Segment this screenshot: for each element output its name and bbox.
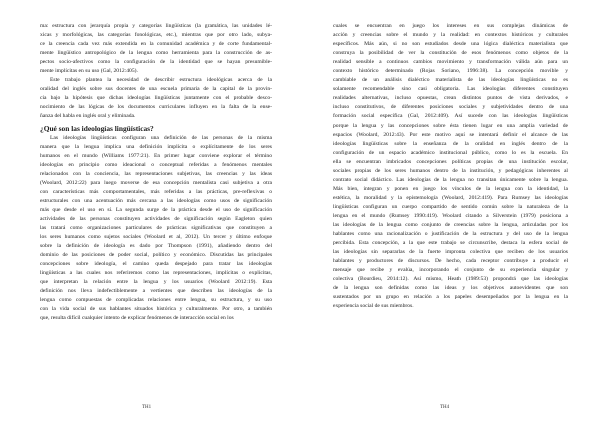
- text-line: sustentados por un grupo en relación a los papeles desempeñados por la lengua en la: [333, 294, 568, 301]
- text-line: lengua en el mundo (Rumsey 1990:419). Woolard citando a Silverstein (1979) posiciona a: [333, 212, 568, 219]
- text-line: las ideologías de la lengua como conjunto de creencias sobre la lengua, articuladas por los: [333, 222, 568, 229]
- text-line: manera que la lengua implica una definición implícita o explícitamente de los seres: [40, 143, 272, 150]
- text-line: (Woolard, 2012:22) para luego moverse de esa concepción mentalista casi subjetiva a otra: [40, 179, 272, 186]
- text-line: ma: estructura con jerarquía propia y categorías lingüísticas (la gramática, las unidades lé-: [40, 23, 272, 29]
- text-line: las ideologías sin separarlas de la fuerte impronta colectiva que reciben de los usuarios: [333, 249, 568, 256]
- text-line: experiencia social de sus miembros.: [333, 303, 414, 310]
- text-line: incluso constitutivos, de diferentes posiciones sociales y subjetividades dentro de una: [333, 104, 568, 111]
- text-line: espacios (Woolard, 2012:43). Por este motivo aquí se intentará definir el alcance de las: [333, 131, 568, 138]
- text-line: oralidad del inglés sobre sus docentes de una escuela primaria de la capital de la provin-: [40, 86, 272, 93]
- text-line: lingüísticas configuran un cuerpo compartido de sentido común sobre la naturaleza de la: [333, 203, 568, 210]
- text-line: mente implícitas en su uso (Gal, 2012:405).: [40, 68, 138, 75]
- text-line: que interpretan la relación entre la lengua y los usuarios (Woolard 2012:19). Esta: [40, 279, 272, 286]
- text-line: contrato social didáctico. Las ideologías de la lengua no transitan únicamente sobre la lengua.: [333, 176, 568, 183]
- text-line: relacionados con la conciencia, las representaciones subjetivas, las creencias y las ideas: [40, 170, 272, 177]
- text-line: sociales propias de los seres humanos dentro de la institución, y pedagógicas inherentes al: [333, 167, 568, 174]
- text-line: cambiable de un análisis dialéctico materialista de las ideologías lingüísticas no es: [333, 77, 568, 84]
- text-line: hablantes y productores de discursos. De hecho, cada receptor contribuye a producir el: [333, 258, 568, 265]
- text-line: los seres humanos como sujetos sociales (Woolard et al, 2012). Un tercer y último enfoque: [40, 234, 272, 241]
- text-line: construya la posibilidad de ver la constitución de esos fenómenos como objetos de la: [333, 50, 568, 57]
- text-line: mensaje que recibe y evalúa, incorporando el conjunto de su experiencia singular y: [333, 267, 568, 274]
- text-line: lengua como compuestas de complicadas relaciones entre lengua, su estructura, y su uso: [40, 297, 272, 304]
- text-line: sobre la definición de ideología es dado por Thompson (1991), añadiendo dentro del: [40, 243, 272, 250]
- text-line: humanos en el mundo (Williams 1977:21). En primer lugar conviene explorar el término: [40, 152, 272, 159]
- text-line: lingüísticas a las cuales nos referiremos como las representaciones, implícitas o explícitas,: [40, 270, 272, 277]
- text-line: contexto histórico determinado (Rojas Soriano, 1996:38). La concepción movible y: [333, 68, 568, 75]
- text-line: realidad sensible a continuos cambios movimiento y transformación válida aún para un: [333, 59, 568, 66]
- text-line: porque la lengua y las concepciones sobre ésta tienen lugar en una amplia variedad de: [333, 122, 568, 129]
- paragraph-dialectic-analysis: [333, 22, 568, 312]
- text-line: estética, la moralidad y la epistemología (Woolard, 2012:419). Para Rumsey las ideologías: [333, 194, 568, 201]
- text-line: cuales se encuentran en juego los intereses en sus complejas dinámicas de: [333, 23, 568, 29]
- text-line: Más bien, integran y ponen en juego los vínculos de la lengua con la identidad, la: [333, 185, 568, 192]
- text-line: Este trabajo plantea la necesidad de describir estructura ideológicas acerca de la: [50, 77, 272, 84]
- text-line: configuración de un espacio académico institucional público, como lo es la escuela. En: [333, 149, 568, 156]
- text-line: xicas y morfológicas, las categorías fonológicas, etc.), mientras que por otro lado, subya-: [40, 32, 272, 39]
- text-line: ce la creencia cada vez más extendida en la comunidad académica y de corte fundamental-: [40, 41, 272, 48]
- text-line: cia bajo la hipótesis que dichas ideologías lingüísticas juntamente con el probable desco-: [40, 95, 272, 102]
- text-line: solamente recomendable sino casi obligatoria. Las ideologías diferentes constituyen: [333, 86, 568, 93]
- text-line: percibida. Esta concepción, a la que este trabajo se circunscribe, destaca la esfera social de: [333, 240, 568, 247]
- page-number-left: TH1: [142, 405, 152, 410]
- text-line: actividades de las personas constituyen actividades de significación según Eagleton quien: [40, 215, 272, 222]
- section-heading: ¿Qué son las ideologías lingüísticas?: [40, 123, 154, 133]
- text-line: colectiva (Bourdieu, 2014:12). Así mismo, Heath (1989:53) propondrá que las ideologías: [333, 276, 568, 283]
- right-text-column: [333, 22, 568, 312]
- page-number-right: TH4: [440, 405, 450, 410]
- text-line: acción y creencias sobre el mundo y la realidad: en contextos históricos y culturales: [333, 32, 568, 39]
- text-line: ideologías lingüísticas sobre la enseñanza de la oralidad en inglés dentro de la: [333, 140, 568, 147]
- paragraph-orality-language: [40, 22, 272, 76]
- text-line: ideologías en principio como ideacional o conceptual referidas a fenómenos mentales: [40, 161, 272, 168]
- text-line: nocimiento de las lógicas de los documentos curriculares influyen en la falta de la ense-: [40, 104, 272, 111]
- text-line: específicos. Más aún, si no son estudiados desde una lógica dialéctica materialista que: [333, 41, 568, 48]
- text-line: ella se encuentran imbricados concepciones políticas propias de una institución escolar,: [333, 158, 568, 165]
- text-line: con características más comportamentales, más referidas a las prácticas, pre-reflexivas o: [40, 188, 272, 195]
- text-line: definición nos lleva indefectiblemente a vertientes que describen las ideologías de la: [40, 288, 272, 295]
- text-line: que, resulta difícil cualquier intento de explicar fenómenos de interacción social en los: [40, 315, 234, 322]
- text-line: las tratará como organizaciones particulares de prácticas significativas que constituyen a: [40, 224, 272, 231]
- text-line: más que desde el uso en sí. La segunda surge de la práctica desde el uso de significación: [40, 206, 272, 213]
- paragraph-work-proposal: [40, 76, 272, 121]
- text-line: formación social específica (Gal, 2012:409). Así sucede con las ideologías lingüísticas: [333, 113, 568, 120]
- text-line: realidades alternativas, incluso opuestas, crean distintos puntos de vista derivados, e: [333, 95, 568, 102]
- text-line: de la lengua son definidas como las ideas y los objetivos autoevidentes que son: [333, 285, 568, 292]
- text-line: dominio de las posiciones de poder social, político y económico. Discutidas las principales: [40, 252, 272, 259]
- text-line: concepciones sobre ideología, el camino queda despejado para tratar las ideologías: [40, 261, 272, 268]
- text-line: pectos socio-afectivos como la configuración de la identidad que se hayan presumible-: [40, 59, 272, 66]
- text-line: Las ideologías lingüísticas configuran una definición de las personas de la misma: [50, 134, 272, 141]
- left-text-column: [40, 22, 272, 324]
- text-line: ñanza del habla en inglés oral y eliminada.: [40, 113, 136, 120]
- text-line: mente lingüístico antropológico de la lengua como herramienta para la construcción de as-: [40, 50, 272, 57]
- paragraph-ideologies-definition: [40, 134, 272, 324]
- text-line: hablantes como una racionalización o justificación de la estructura y del uso de la lengua: [333, 231, 568, 238]
- right-page: [300, 0, 600, 424]
- text-line: con la vida social de sus hablantes situados histórica y culturalmente. Por otro, a también: [40, 306, 272, 313]
- text-line: estructurales con una acentuación más cercana a las ideologías como usos de significación: [40, 197, 272, 204]
